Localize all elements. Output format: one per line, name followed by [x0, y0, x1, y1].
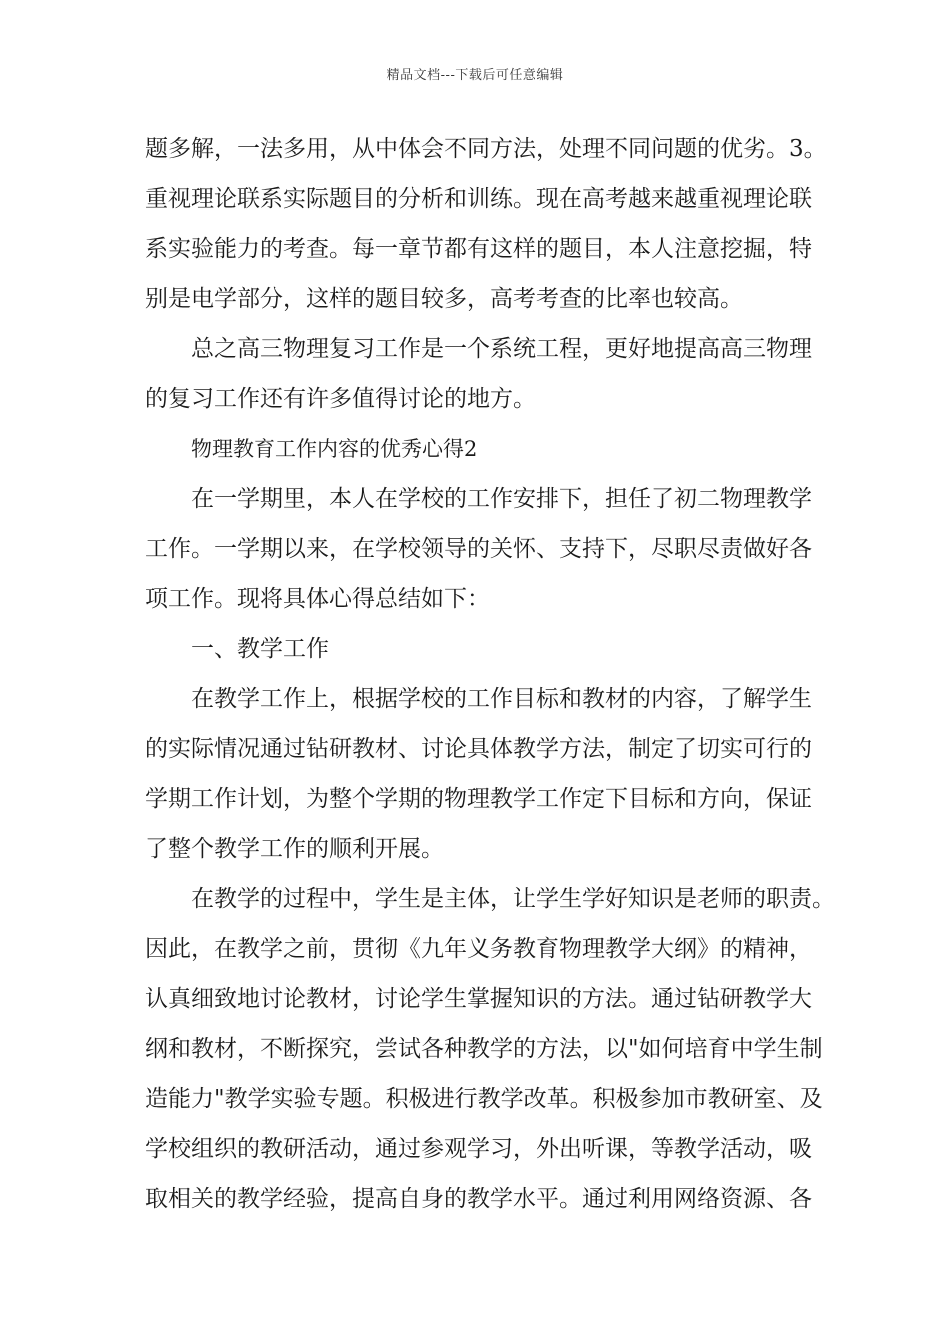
text-line: 项工作。现将具体心得总结如下：	[145, 586, 490, 612]
text-line: 了整个教学工作的顺利开展。	[145, 836, 444, 862]
text-line: 认真细致地讨论教材，讨论学生掌握知识的方法。通过钻研教学大	[145, 986, 812, 1012]
paragraph-start-line: 在教学的过程中，学生是主体，让学生学好知识是老师的职责。	[191, 886, 835, 912]
text-line: 题多解，一法多用，从中体会不同方法，处理不同问题的优劣。3。	[145, 136, 827, 162]
text-line: 造能力"教学实验专题。积极进行教学改革。积极参加市教研室、及	[145, 1086, 823, 1112]
text-line: 重视理论联系实际题目的分析和训练。现在高考越来越重视理论联	[145, 186, 812, 212]
text-line: 纲和教材，不断探究，尝试各种教学的方法，以"如何培育中学生制	[145, 1036, 823, 1062]
subsection-heading: 一、教学工作	[191, 636, 329, 662]
text-line: 学期工作计划，为整个学期的物理教学工作定下目标和方向，保证	[145, 786, 812, 812]
text-line: 取相关的教学经验，提高自身的教学水平。通过利用网络资源、各	[145, 1186, 812, 1212]
text-line: 因此，在教学之前，贯彻《九年义务教育物理教学大纲》的精神，	[145, 936, 812, 962]
text-line: 别是电学部分，这样的题目较多，高考考查的比率也较高。	[145, 286, 743, 312]
paragraph-start-line: 在教学工作上，根据学校的工作目标和教材的内容，了解学生	[191, 686, 812, 712]
text-line: 学校组织的教研活动，通过参观学习，外出听课，等教学活动，吸	[145, 1136, 812, 1162]
text-line: 的实际情况通过钻研教材、讨论具体教学方法，制定了切实可行的	[145, 736, 812, 762]
text-line: 的复习工作还有许多值得讨论的地方。	[145, 386, 536, 412]
section-heading: 物理教育工作内容的优秀心得2	[191, 437, 478, 461]
text-line: 工作。一学期以来，在学校领导的关怀、支持下，尽职尽责做好各	[145, 536, 812, 562]
text-line: 系实验能力的考查。每一章节都有这样的题目，本人注意挖掘，特	[145, 236, 812, 262]
paragraph-start-line: 总之高三物理复习工作是一个系统工程，更好地提高高三物理	[191, 336, 812, 362]
page-header: 精品文档---下载后可任意编辑	[386, 68, 564, 83]
paragraph-start-line: 在一学期里，本人在学校的工作安排下，担任了初二物理教学	[191, 486, 812, 512]
